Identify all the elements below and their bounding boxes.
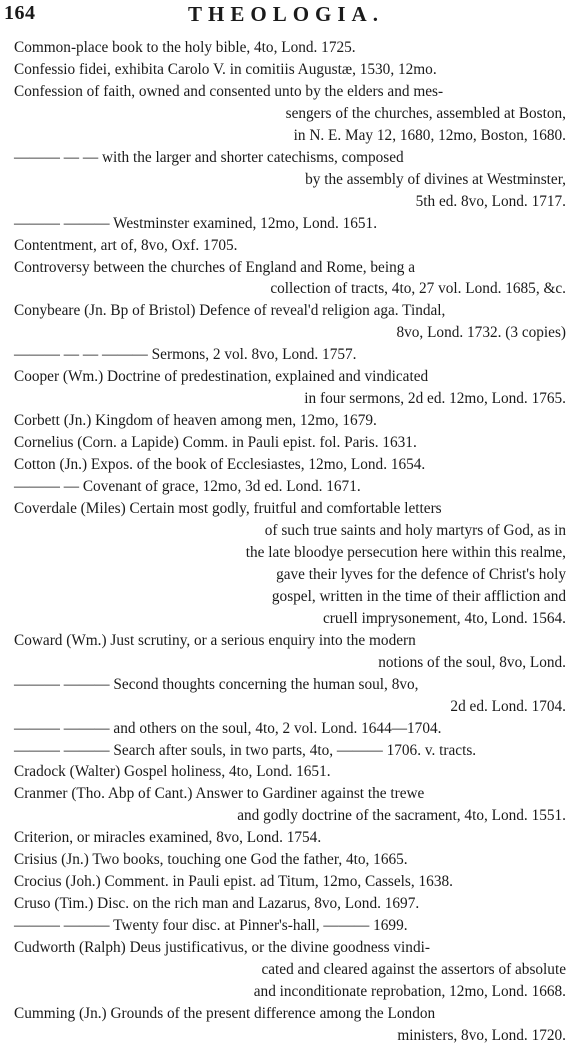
catalogue-entry (14, 937, 566, 1003)
entry-continuation-line: and inconditionate reprobation, 12mo, Lond. 1668. (253, 982, 566, 1000)
entry-first-line: Cruso (Tim.) Disc. on the rich man and Lazarus, 8vo, Lond. 1697. (14, 895, 420, 913)
entry-continuation-line: the late bloodye persecution here within this realme, (245, 543, 566, 561)
entry-continuation-line: in N. E. May 12, 1680, 12mo, Boston, 1680. (293, 126, 566, 144)
entry-first-line: ——— — Covenant of grace, 12mo, 3d ed. Lond. 1671. (14, 478, 361, 496)
entry-first-line: Cotton (Jn.) Expos. of the book of Ecclesiastes, 12mo, Lond. 1654. (14, 456, 426, 474)
entry-first-line: Crisius (Jn.) Two books, touching one God the father, 4to, 1665. (14, 851, 408, 869)
catalogue-entry (14, 849, 566, 871)
entry-continuation-line: 8vo, Lond. 1732. (3 copies) (396, 324, 566, 342)
entry-continuation-line: gave their lyves for the defence of Christ's holy (276, 565, 566, 583)
catalogue-entry (14, 718, 566, 740)
entry-first-line: ——— ——— Twenty four disc. at Pinner's-hall, ——— 1699. (14, 917, 408, 935)
entry-continuation-line: by the assembly of divines at Westminster, (305, 170, 566, 188)
entry-continuation-line: 5th ed. 8vo, Lond. 1717. (415, 192, 566, 210)
entry-first-line: Confession of faith, owned and consented unto by the elders and mes- (14, 82, 444, 100)
entry-first-line: ——— ——— Westminster examined, 12mo, Lond. 1651. (14, 214, 378, 232)
entry-continuation-line: collection of tracts, 4to, 27 vol. Lond. 1685, &c. (270, 280, 566, 298)
entry-first-line: Cudworth (Ralph) Deus justificativus, or the divine goodness vindi- (14, 939, 430, 957)
entry-continuation-line: sengers of the churches, assembled at Boston, (285, 104, 566, 122)
catalogue-entry (14, 761, 566, 783)
entry-first-line: Controversy between the churches of England and Rome, being a (14, 258, 415, 276)
entry-continuation-line: of such true saints and holy martyrs of God, as in (264, 521, 566, 539)
entry-continuation-line: gospel, written in the time of their affliction and (271, 587, 566, 605)
catalogue-entry (14, 674, 566, 718)
entry-first-line: Common-place book to the holy bible, 4to, Lond. 1725. (14, 39, 356, 56)
page-number: 164 (4, 2, 36, 24)
catalogue-entry (14, 1003, 566, 1047)
catalogue-entry (14, 827, 566, 849)
entry-first-line: Cradock (Walter) Gospel holiness, 4to, Lond. 1651. (14, 763, 331, 781)
catalogue-entry (14, 476, 566, 498)
catalogue-entry (14, 410, 566, 432)
entry-continuation-line: ministers, 8vo, Lond. 1720. (397, 1026, 566, 1044)
page-header (0, 0, 572, 36)
catalogue-entry (14, 300, 566, 344)
catalogue-entry (14, 366, 566, 410)
catalogue-entry (14, 81, 566, 147)
entry-continuation-line: cruell imprysonement, 4to, Lond. 1564. (322, 609, 566, 627)
entry-continuation-line: notions of the soul, 8vo, Lond. (378, 653, 566, 671)
catalogue-entry (14, 630, 566, 674)
catalogue-entry (14, 59, 566, 81)
entry-first-line: Cranmer (Tho. Abp of Cant.) Answer to Gardiner against the trewe (14, 785, 425, 803)
entry-continuation-line: in four sermons, 2d ed. 12mo, Lond. 1765. (304, 390, 566, 408)
entry-first-line: Cumming (Jn.) Grounds of the present difference among the London (14, 1004, 436, 1022)
entry-first-line: Confessio fidei, exhibita Carolo V. in comitiis Augustæ, 1530, 12mo. (14, 60, 437, 78)
catalogue-entry (14, 235, 566, 257)
entry-first-line: ——— ——— and others on the soul, 4to, 2 vol. Lond. 1644—1704. (14, 719, 442, 737)
running-title: THEOLOGIA. (188, 2, 384, 26)
entry-first-line: Cooper (Wm.) Doctrine of predestination, explained and vindicated (14, 368, 429, 386)
entry-first-line: ——— — — with the larger and shorter catechisms, composed (14, 148, 404, 166)
catalogue-entry (14, 783, 566, 827)
entry-first-line: ——— ——— Second thoughts concerning the human soul, 8vo, (14, 675, 419, 693)
entry-first-line: Cornelius (Corn. a Lapide) Comm. in Pauli epist. fol. Paris. 1631. (14, 434, 417, 452)
catalogue-entry (14, 344, 566, 366)
entry-first-line: ——— ——— Search after souls, in two parts, 4to, ——— 1706. v. tracts. (14, 741, 477, 759)
entry-first-line: Criterion, or miracles examined, 8vo, Lond. 1754. (14, 829, 322, 847)
catalogue-entry (14, 257, 566, 301)
entry-first-line: Crocius (Joh.) Comment. in Pauli epist. ad Titum, 12mo, Cassels, 1638. (14, 873, 453, 891)
entry-continuation-line: 2d ed. Lond. 1704. (450, 697, 566, 715)
catalogue-entry (14, 498, 566, 630)
catalogue-entry (14, 432, 566, 454)
entry-first-line: Coward (Wm.) Just scrutiny, or a serious enquiry into the modern (14, 631, 416, 649)
catalogue-entry (14, 454, 566, 476)
entry-first-line: Contentment, art of, 8vo, Oxf. 1705. (14, 236, 238, 254)
catalogue-entry (14, 740, 566, 762)
entry-continuation-line: cated and cleared against the assertors of absolute (261, 961, 566, 979)
entry-first-line: Coverdale (Miles) Certain most godly, fruitful and comfortable letters (14, 500, 442, 518)
entry-first-line: Corbett (Jn.) Kingdom of heaven among men, 12mo, 1679. (14, 412, 377, 430)
catalogue-entry (14, 147, 566, 213)
catalogue-entries (14, 37, 566, 1047)
catalogue-entry (14, 871, 566, 893)
catalogue-entry (14, 213, 566, 235)
catalogue-entry (14, 37, 566, 59)
entry-continuation-line: and godly doctrine of the sacrament, 4to, Lond. 1551. (237, 807, 566, 825)
entry-first-line: ——— — — ——— Sermons, 2 vol. 8vo, Lond. 1757. (14, 346, 357, 364)
catalogue-entry (14, 915, 566, 937)
entry-first-line: Conybeare (Jn. Bp of Bristol) Defence of reveal'd religion aga. Tindal, (14, 302, 446, 320)
catalogue-entry (14, 893, 566, 915)
